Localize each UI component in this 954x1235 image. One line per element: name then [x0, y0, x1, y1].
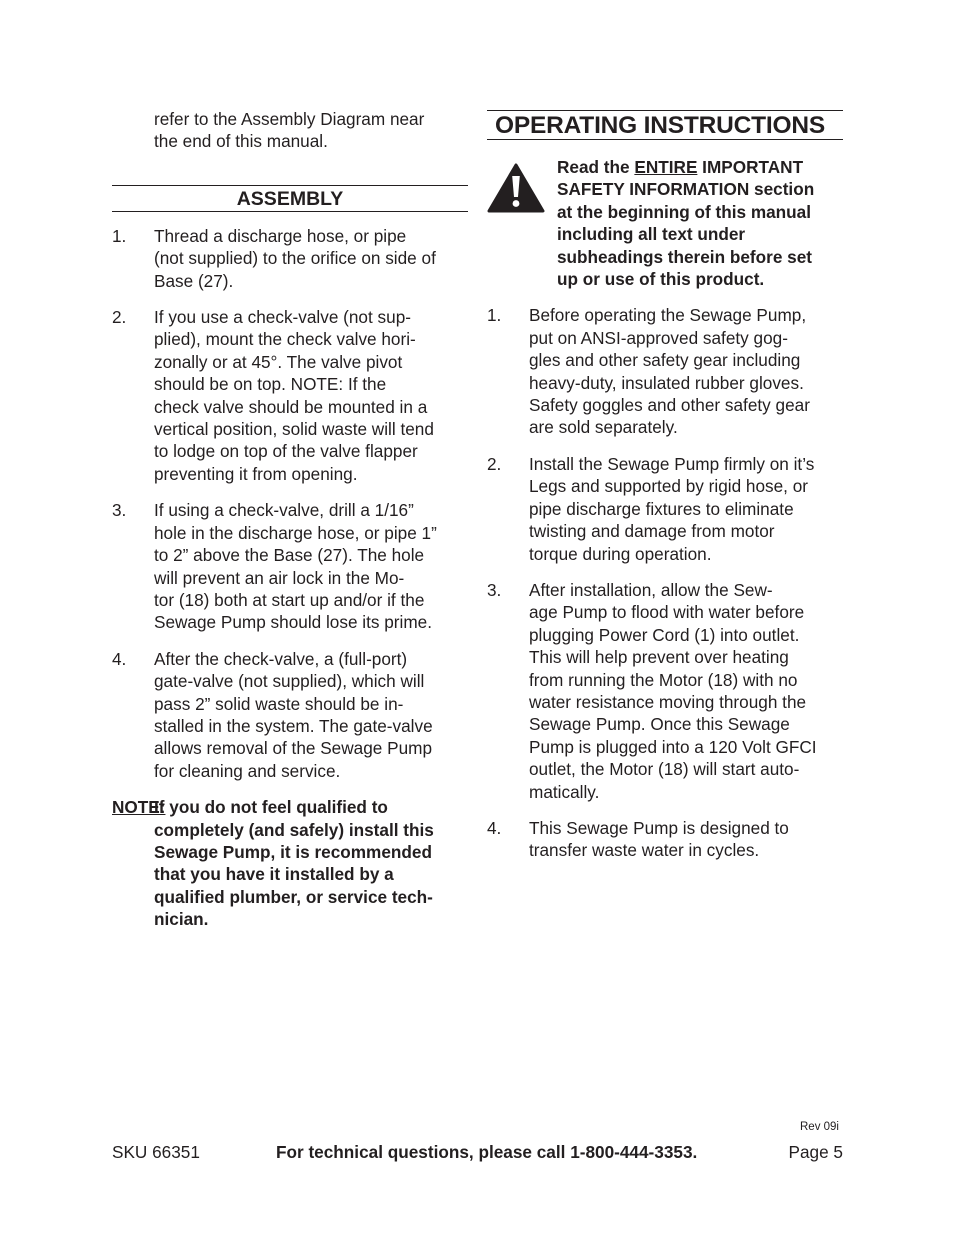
- intro-text: refer to the Assembly Diagram near the end of this manual.: [154, 109, 425, 152]
- operating-instructions-heading: OPERATING INSTRUCTIONS: [487, 110, 843, 140]
- assembly-step-2: 2. If you use a check-valve (not sup- plied), mount the check valve hori- zonally or at 45°. The valve pivot should be on top. NOTE: If the check valve should be mounted in a vertical position, solid waste will tend to lodge on top of the valve flapper preventing it from opening.: [112, 307, 434, 484]
- operating-step-4: 4. This Sewage Pump is designed to transfer waste water in cycles.: [487, 817, 789, 861]
- note-label: NOTE:: [112, 797, 166, 818]
- assembly-step-1: 1. Thread a discharge hose, or pipe (not supplied) to the orifice on side of Base (27).: [112, 225, 436, 291]
- assembly-step-4: 4. After the check-valve, a (full-port) gate-valve (not supplied), which will pass 2” solid waste should be in- stalled in the system. The gate-valve allows removal of the Sewage Pump for cleaning and service.: [112, 648, 433, 781]
- right-column: [487, 110, 843, 876]
- operating-step-2: 2. Install the Sewage Pump firmly on it’s Legs and supported by rigid hose, or pipe discharge fixtures to eliminate twisting and damage from motor torque during operation.: [487, 453, 815, 564]
- left-column: [112, 108, 468, 931]
- assembly-heading: ASSEMBLY: [112, 185, 468, 212]
- operating-step-1: 1. Before operating the Sewage Pump, put on ANSI-approved safety gog- gles and other safety gear including heavy-duty, insulated rubber gloves. Safety goggles and other safety gear are sold separately.: [487, 305, 810, 438]
- page-number: Page 5: [788, 1142, 843, 1162]
- safety-warning: Read the ENTIRE IMPORTANT SAFETY INFORMATION section at the beginning of this manual including all text under subheadings therein before set up or use of this product.: [487, 156, 843, 290]
- sku-number: SKU 66351: [112, 1142, 200, 1162]
- warning-line-1: Read the ENTIRE IMPORTANT: [557, 157, 804, 177]
- revision-label: Rev 09i: [800, 1121, 839, 1133]
- warning-triangle-icon: [487, 162, 545, 214]
- assembly-note: NOTE: If you do not feel qualified to completely (and safely) install this Sewage Pump, it is recommended that you have it installed by a qualified plumber, or service tech- nician.: [112, 797, 434, 930]
- page-footer: [112, 1142, 843, 1166]
- operating-step-3: 3. After installation, allow the Sew- age Pump to flood with water before plugging Power Cord (1) into outlet. This will help prevent over heating from running the Motor (18) with no water resistance moving through the Sewage Pump. Once this Sewage Pump is plugged into a 120 Volt GFCI outlet, the Motor (18) will start auto- matically.: [487, 579, 817, 802]
- assembly-step-3: 3. If using a check-valve, drill a 1/16” hole in the discharge hose, or pipe 1” to 2” above the Base (27). The hole will prevent an air lock in the Mo- tor (18) both at start up and/or if the Sewage Pump should lose its prime.: [112, 500, 437, 633]
- entire-emphasis: ENTIRE: [634, 157, 698, 177]
- tech-support-line: For technical questions, please call 1-800-444-3353.: [276, 1142, 698, 1162]
